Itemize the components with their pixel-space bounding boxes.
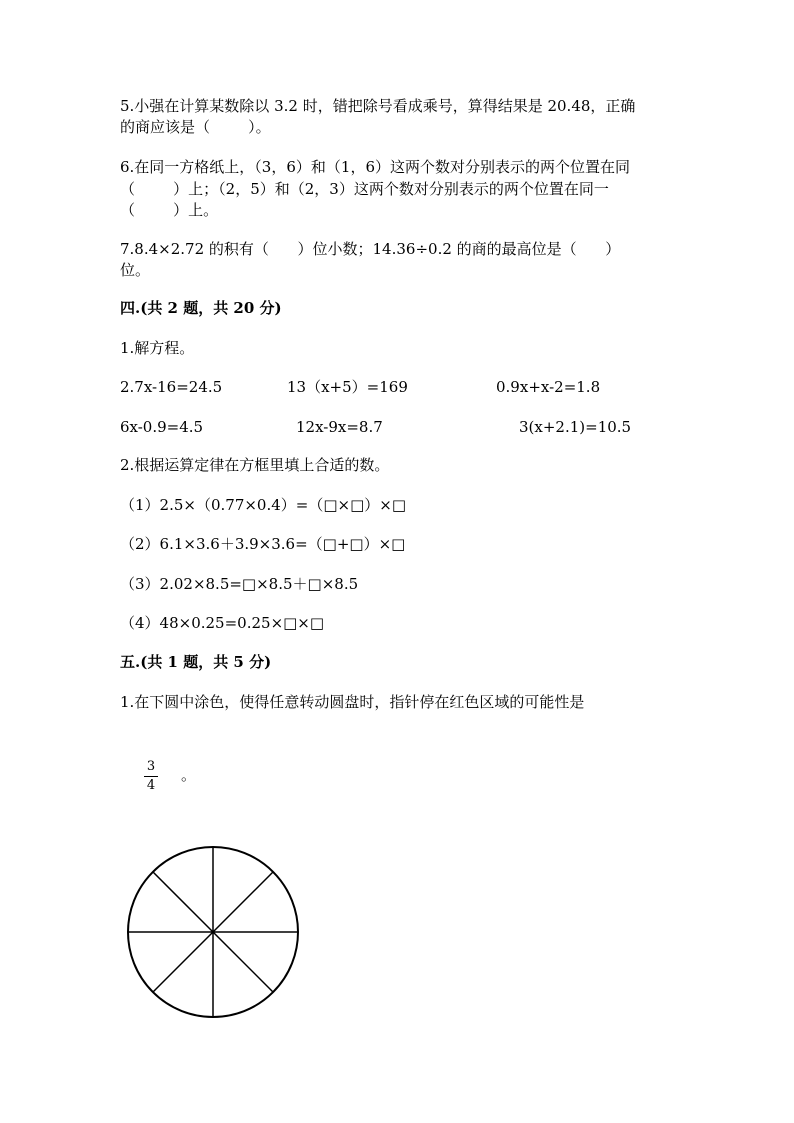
section-4-q1-title: 1.解方程。	[120, 339, 195, 357]
fraction	[144, 759, 158, 794]
q5-line-1: 5.小强在计算某数除以 3.2 时，错把除号看成乘号，算得结果是 20.48，正确	[120, 97, 636, 115]
section-4-q2-title: 2.根据运算定律在方框里填上合适的数。	[120, 456, 390, 474]
equation-1: 2.7x-16=24.5	[120, 378, 223, 396]
q6-line-3: （ ）上。	[120, 201, 219, 219]
fill-item-4: （4）48×0.25=0.25×□×□	[120, 614, 325, 632]
fraction-bar	[144, 776, 158, 777]
spinner-wheel	[124, 843, 302, 1021]
equation-3: 0.9x+x-2=1.8	[496, 378, 601, 396]
fraction-denominator: 4	[146, 778, 156, 793]
fill-item-3: （3）2.02×8.5=□×8.5＋□×8.5	[120, 575, 359, 593]
section-4-heading: 四.(共 2 题，共 20 分)	[120, 299, 282, 317]
section-5-q1-text: 1.在下圆中涂色，使得任意转动圆盘时，指针停在红色区域的可能性是	[120, 693, 585, 711]
fraction-numerator: 3	[146, 759, 156, 774]
equation-5: 12x-9x=8.7	[296, 418, 383, 436]
q7-line-1: 7.8.4×2.72 的积有（ ）位小数；14.36÷0.2 的商的最高位是（ ）	[120, 240, 621, 258]
trailing-period: 。	[181, 766, 197, 784]
q7-line-2: 位。	[120, 261, 151, 279]
fill-item-2: （2）6.1×3.6＋3.9×3.6=（□+□）×□	[120, 535, 406, 553]
fill-item-1: （1）2.5×（0.77×0.4）=（□×□）×□	[120, 496, 407, 514]
q6-line-2: （ ）上；（2，5）和（2，3）这两个数对分别表示的两个位置在同一	[120, 180, 609, 198]
q6-line-1: 6.在同一方格纸上，（3，6）和（1，6）这两个数对分别表示的两个位置在同	[120, 158, 630, 176]
q5-line-2: 的商应该是（ ）。	[120, 118, 271, 136]
wheel-spokes	[128, 847, 298, 1017]
section-5-heading: 五.(共 1 题，共 5 分)	[120, 653, 272, 671]
equation-2: 13（x+5）=169	[287, 378, 408, 396]
equation-6: 3(x+2.1)=10.5	[519, 418, 632, 436]
equation-4: 6x-0.9=4.5	[120, 418, 204, 436]
